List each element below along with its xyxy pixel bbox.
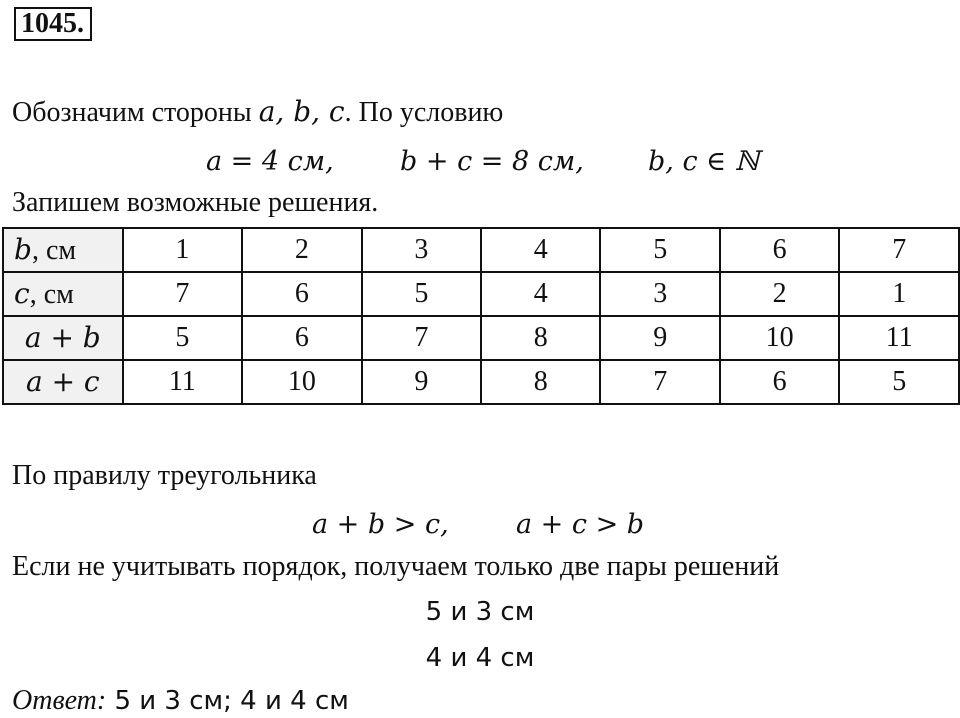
table-cell: 1 (839, 272, 959, 316)
table-cell: 4 (481, 272, 600, 316)
inequality-2: a + c > b (516, 509, 645, 540)
solutions-table (2, 227, 960, 405)
intro-variables: a, b, c (258, 95, 345, 128)
table-row (3, 316, 959, 360)
table-intro: Запишем возможные решения. (12, 187, 379, 218)
table-cell: 10 (242, 360, 362, 404)
table-cell: 2 (720, 272, 840, 316)
table-cell: 7 (600, 360, 719, 404)
problem-number: 1045. (14, 7, 92, 41)
table-cell: 1 (123, 228, 243, 272)
condition-b-plus-c: b + c = 8 см, (400, 146, 584, 177)
table-row (3, 228, 959, 272)
table-cell: 4 (481, 228, 600, 272)
table-cell: 10 (720, 316, 840, 360)
table-cell: 5 (123, 316, 243, 360)
condition-a: a = 4 см, (206, 146, 334, 177)
table-cell: 8 (481, 360, 600, 404)
table-cell: 5 (839, 360, 959, 404)
solution-pair-1: 5 и 3 см (425, 597, 535, 627)
table-cell: 7 (123, 272, 243, 316)
table-cell: 7 (839, 228, 959, 272)
table-cell: 11 (839, 316, 959, 360)
row-header-variable: b (14, 233, 32, 266)
intro-line (12, 95, 504, 128)
inequality-1: a + b > c, (312, 509, 449, 540)
rule-text: По правилу треугольника (12, 460, 317, 491)
row-header-unit: , см (29, 279, 74, 310)
row-header (3, 228, 123, 272)
table-cell: 9 (600, 316, 719, 360)
table-cell: 5 (600, 228, 719, 272)
intro-text-after: . По условию (344, 97, 504, 128)
solution-pair-2: 4 и 4 см (425, 643, 535, 673)
table-cell: 2 (242, 228, 362, 272)
table-row (3, 272, 959, 316)
row-header-unit: , см (31, 235, 77, 266)
table-cell: 11 (123, 360, 243, 404)
table-cell: 5 (362, 272, 481, 316)
answer-line (12, 687, 349, 715)
row-header (3, 272, 123, 316)
table-cell: 7 (362, 316, 481, 360)
condition-natural: b, c ∈ ℕ (648, 146, 760, 177)
table-cell: 3 (362, 228, 481, 272)
row-header-variable: a + b (24, 321, 101, 354)
row-header-variable: c (14, 277, 30, 310)
table-cell: 6 (720, 228, 840, 272)
table-cell: 8 (481, 316, 600, 360)
table-cell: 6 (242, 316, 362, 360)
table-cell: 9 (362, 360, 481, 404)
conclusion-text: Если не учитывать порядок, получаем только две пары решений (12, 551, 780, 582)
answer-text: 5 и 3 см; 4 и 4 см (106, 686, 349, 716)
row-header (3, 316, 123, 360)
table-cell: 3 (600, 272, 719, 316)
table-cell: 6 (720, 360, 840, 404)
answer-label: Ответ: (12, 685, 107, 716)
table-row (3, 360, 959, 404)
row-header-variable: a + c (25, 365, 100, 398)
row-header (3, 360, 123, 404)
table-cell: 6 (242, 272, 362, 316)
intro-text-before: Обозначим стороны (12, 97, 259, 128)
